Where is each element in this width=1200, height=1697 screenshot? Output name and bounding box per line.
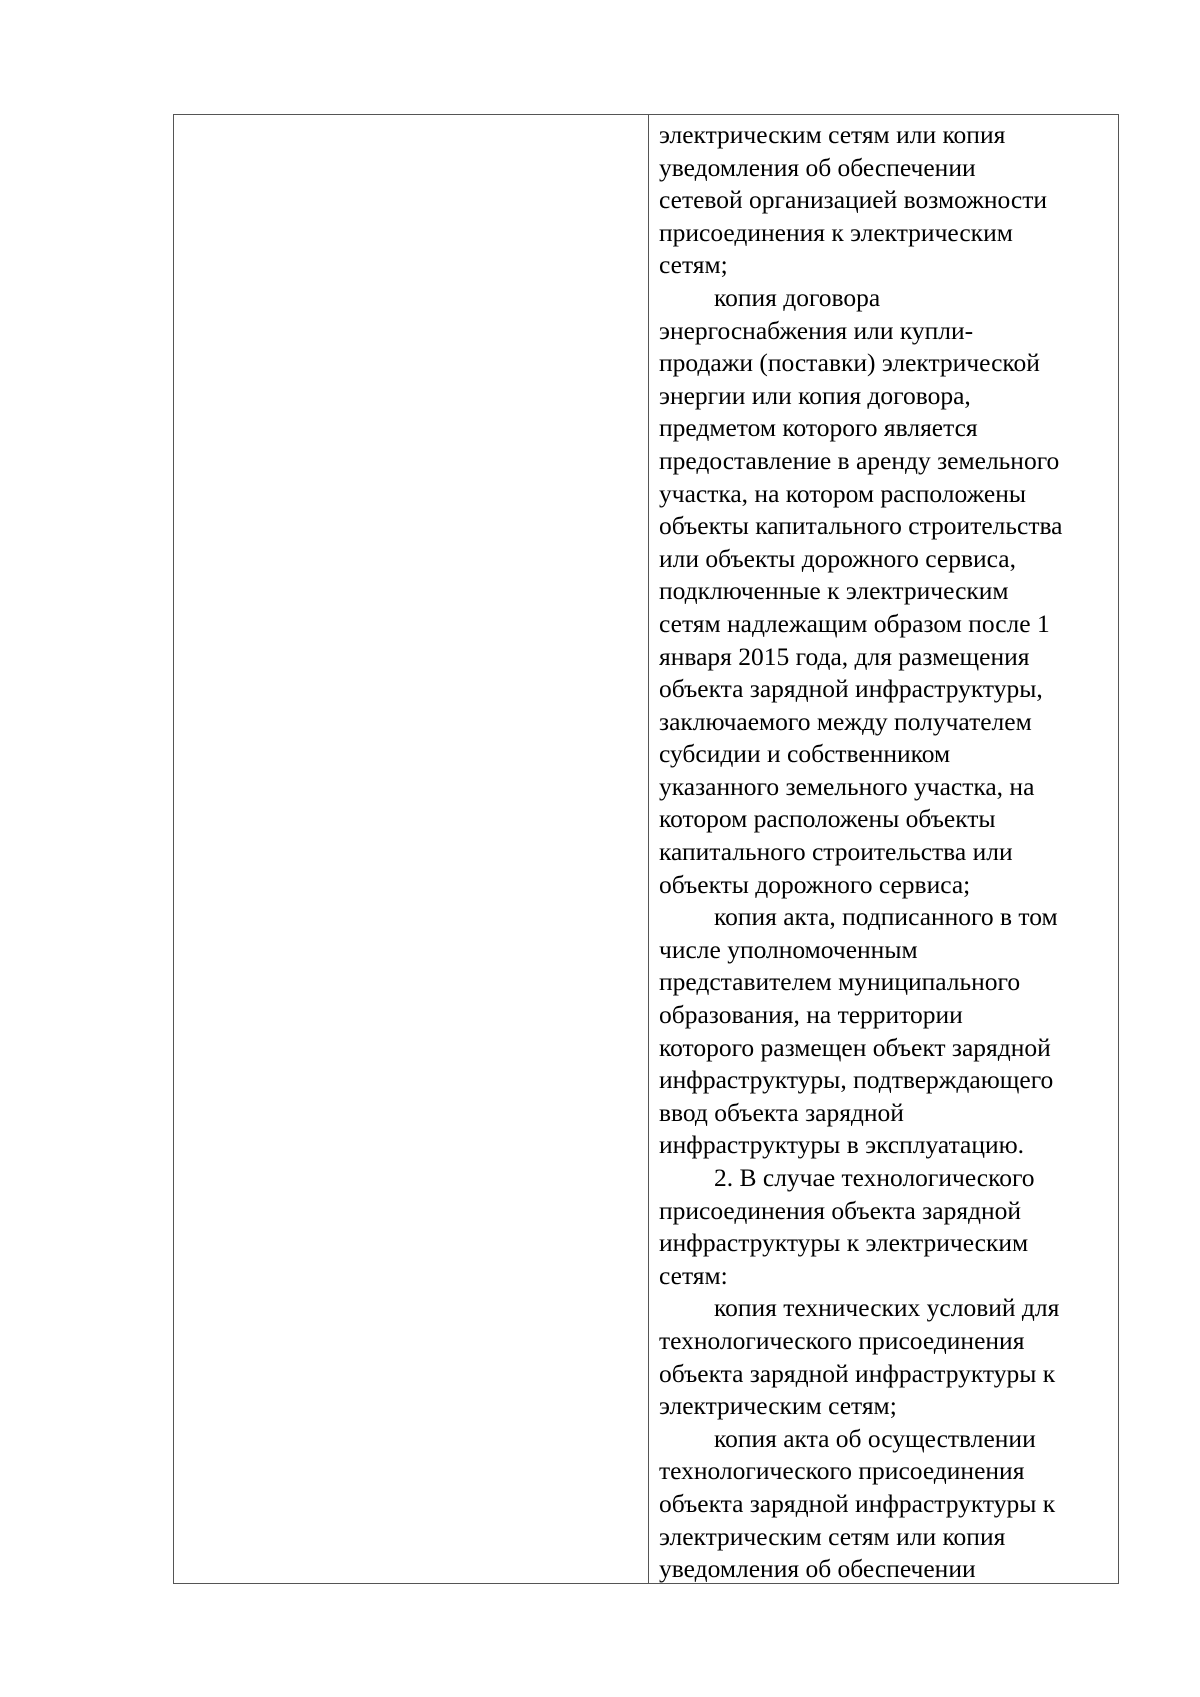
text-line: копия акта об осуществлении — [714, 1423, 1036, 1453]
paragraph — [659, 1162, 1112, 1292]
text-line: участка, на котором расположены — [659, 478, 1027, 508]
text-line: сетевой организацией возможности — [659, 185, 1047, 215]
text-line: инфраструктуры, подтверждающего — [659, 1065, 1054, 1095]
text-line: объекта зарядной инфраструктуры к — [659, 1488, 1056, 1518]
text-line: инфраструктуры к электрическим — [659, 1228, 1029, 1258]
text-line: энергоснабжения или купли- — [659, 315, 974, 345]
text-line: января 2015 года, для размещения — [659, 641, 1030, 671]
text-line: ввод объекта зарядной — [659, 1097, 904, 1127]
text-line: сетям; — [659, 250, 728, 280]
text-line: числе уполномоченным — [659, 934, 918, 964]
text-line: присоединения объекта зарядной — [659, 1195, 1022, 1225]
text-line: субсидии и собственником — [659, 739, 951, 769]
text-line: предоставление в аренду земельного — [659, 445, 1060, 475]
text-line: электрическим сетям или копия — [659, 120, 1006, 149]
text-line: копия технических условий для — [714, 1293, 1060, 1323]
text-line: инфраструктуры в эксплуатацию. — [659, 1130, 1025, 1160]
text-line: копия договора — [714, 282, 881, 312]
document-table — [173, 114, 1119, 1584]
text-line: технологического присоединения — [659, 1456, 1025, 1486]
text-line: образования, на территории — [659, 1000, 963, 1030]
text-line: присоединения к электрическим — [659, 217, 1013, 247]
text-line: подключенные к электрическим — [659, 576, 1009, 606]
paragraph — [659, 1423, 1112, 1583]
table-cell-right — [649, 115, 1118, 1583]
paragraph — [659, 119, 1112, 282]
text-line: или объекты дорожного сервиса, — [659, 543, 1016, 573]
paragraph — [659, 901, 1112, 1162]
text-line: объекта зарядной инфраструктуры, — [659, 674, 1043, 704]
text-line: котором расположены объекты — [659, 804, 996, 834]
table-cell-left — [174, 115, 649, 1583]
text-line: 2. В случае технологического — [714, 1163, 1035, 1192]
text-line: капитального строительства или — [659, 837, 1013, 867]
text-line: уведомления об обеспечении — [659, 152, 976, 182]
text-line: которого размещен объект зарядной — [659, 1032, 1051, 1062]
text-line: представителем муниципального — [659, 967, 1021, 997]
text-line: копия акта, подписанного в том — [714, 902, 1058, 932]
text-line: заключаемого между получателем — [659, 706, 1032, 736]
text-line: сетям: — [659, 1260, 728, 1290]
text-line: указанного земельного участка, на — [659, 771, 1035, 801]
text-line: продажи (поставки) электрической — [659, 348, 1040, 378]
text-line: объекта зарядной инфраструктуры к — [659, 1358, 1056, 1388]
text-line: уведомления об обеспечении — [659, 1554, 976, 1583]
text-line: энергии или копия договора, — [659, 380, 971, 410]
text-line: электрическим сетям или копия — [659, 1521, 1006, 1551]
text-line: сетям надлежащим образом после 1 — [659, 608, 1050, 638]
paragraph — [659, 1292, 1112, 1422]
text-line: технологического присоединения — [659, 1325, 1025, 1355]
text-line: объекты дорожного сервиса; — [659, 869, 971, 899]
text-line: объекты капитального строительства — [659, 511, 1063, 541]
paragraph — [659, 282, 1112, 901]
text-line: электрическим сетям; — [659, 1391, 897, 1421]
text-line: предметом которого является — [659, 413, 978, 443]
